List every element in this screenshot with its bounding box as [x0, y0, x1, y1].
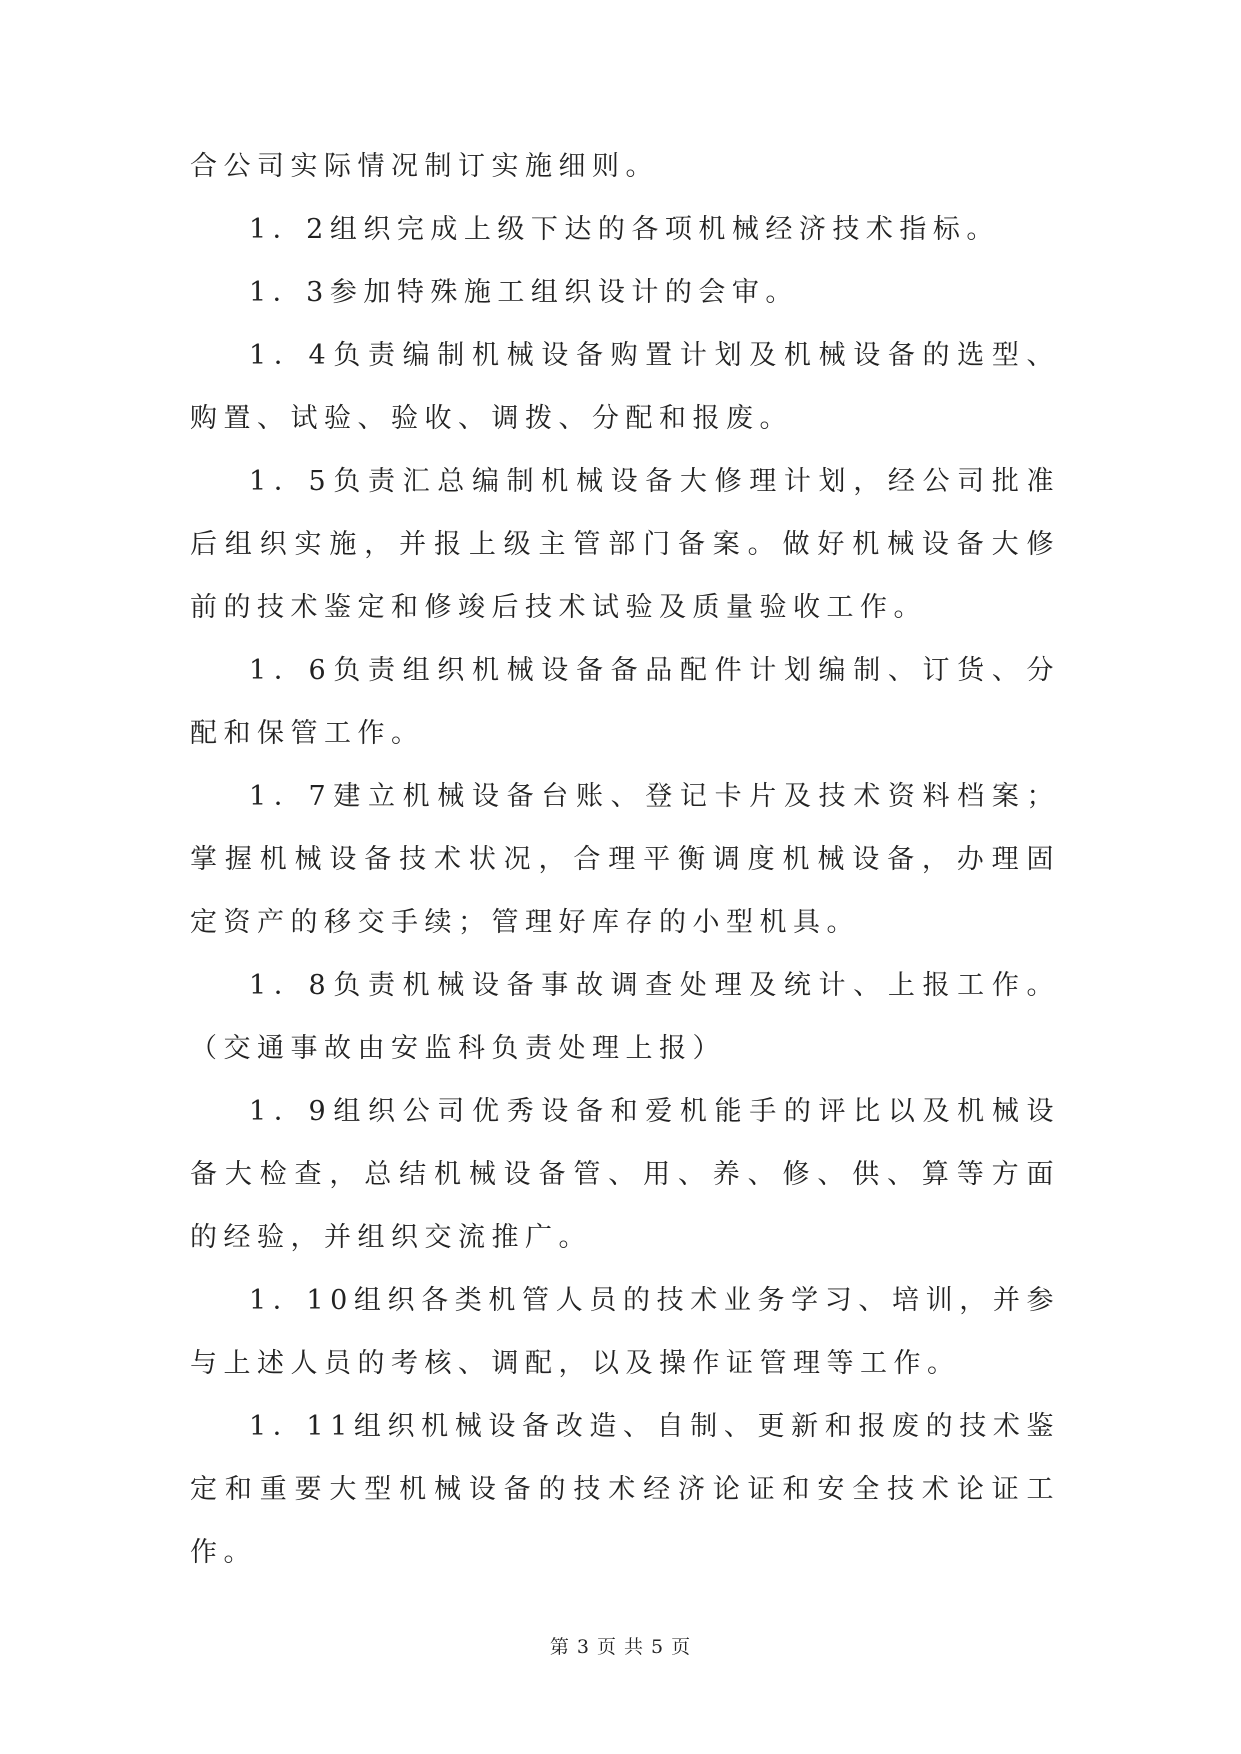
paragraph: 1．4负责编制机械设备购置计划及机械设备的选型、购置、试验、验收、调拨、分配和报废。 [190, 340, 1060, 434]
paragraph: 1．8负责机械设备事故调查处理及统计、上报工作。（交通事故由安监科负责处理上报） [190, 970, 1060, 1064]
paragraph: 合公司实际情况制订实施细则。 [190, 151, 659, 182]
paragraph: 1．11组织机械设备改造、自制、更新和报废的技术鉴定和重要大型机械设备的技术经济论证和安全技术论证工作。 [190, 1411, 1060, 1568]
paragraph: 1．2组织完成上级下达的各项机械经济技术指标。 [249, 214, 1000, 245]
paragraph: 1．7建立机械设备台账、登记卡片及技术资料档案；掌握机械设备技术状况，合理平衡调度机械设备，办理固定资产的移交手续；管理好库存的小型机具。 [190, 781, 1060, 938]
paragraph: 1．9组织公司优秀设备和爱机能手的评比以及机械设备大检查，总结机械设备管、用、养、修、供、算等方面的经验，并组织交流推广。 [190, 1096, 1060, 1253]
paragraph: 1．6负责组织机械设备备品配件计划编制、订货、分配和保管工作。 [190, 655, 1060, 749]
page-number-footer: 第 3 页 共 5 页 [549, 1636, 692, 1658]
body-text [190, 135, 1060, 1584]
paragraph: 1．10组织各类机管人员的技术业务学习、培训，并参与上述人员的考核、调配，以及操作证管理等工作。 [190, 1285, 1060, 1379]
paragraph: 1．3参加特殊施工组织设计的会审。 [249, 277, 799, 308]
paragraph: 1．5负责汇总编制机械设备大修理计划，经公司批准后组织实施，并报上级主管部门备案。做好机械设备大修前的技术鉴定和修竣后技术试验及质量验收工作。 [190, 466, 1060, 623]
